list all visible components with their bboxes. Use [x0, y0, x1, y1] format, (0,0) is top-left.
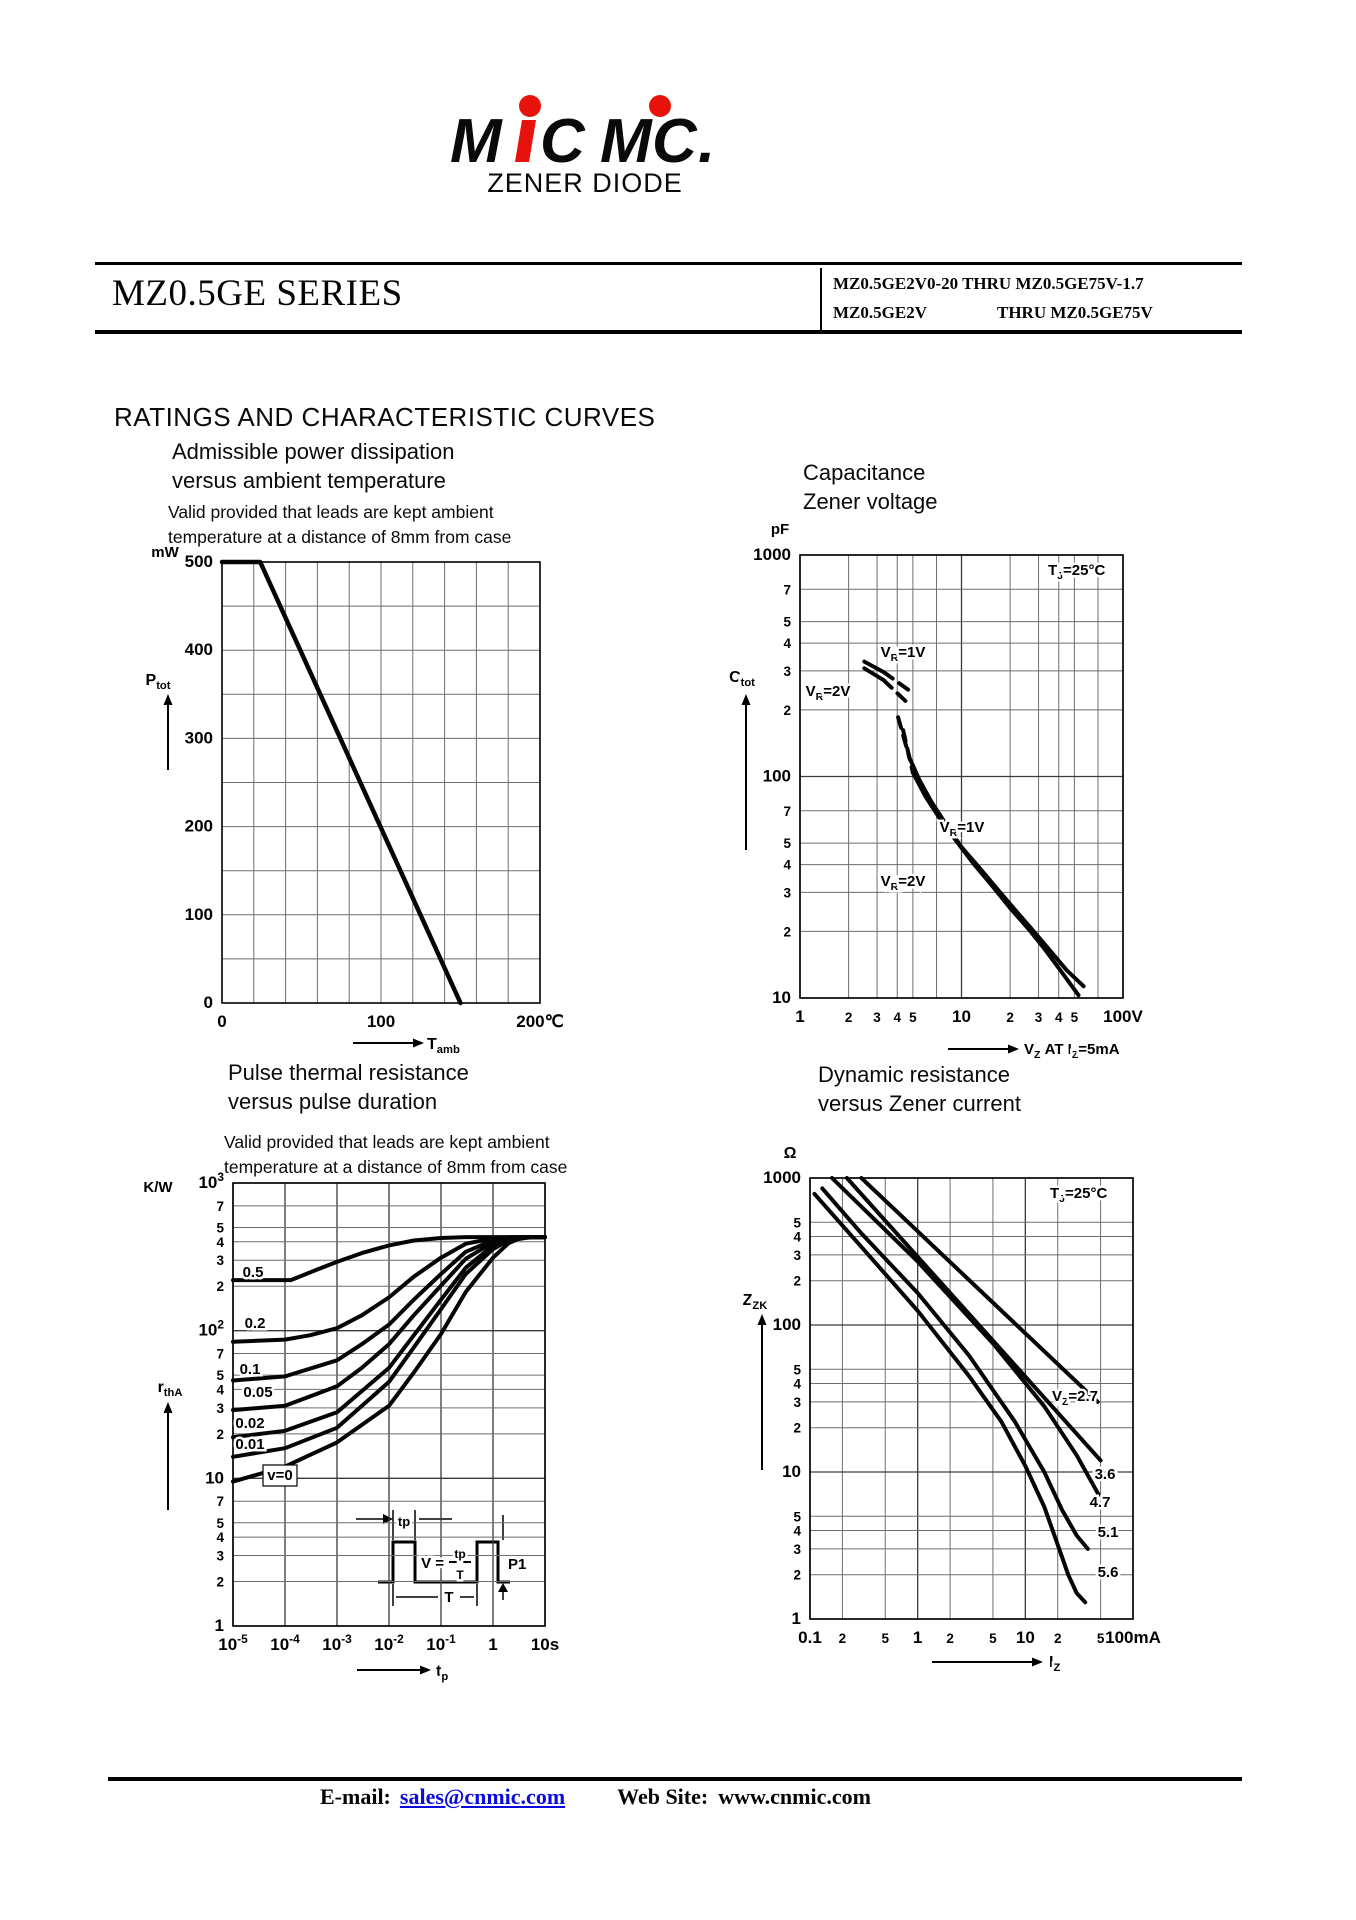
section-heading: RATINGS AND CHARACTERISTIC CURVES: [114, 402, 656, 432]
svg-text:500: 500: [184, 552, 213, 571]
svg-text:2: 2: [838, 1631, 847, 1646]
header-divider: [820, 268, 822, 330]
svg-text:5: 5: [216, 1368, 224, 1384]
curve-VZ=5.1: [822, 1188, 1088, 1549]
svg-text:0.02: 0.02: [235, 1415, 265, 1432]
chart4-title-line2: versus Zener current: [818, 1091, 1021, 1117]
svg-text:4: 4: [793, 1229, 801, 1245]
thermal-resistance-chart: [100, 1170, 630, 1730]
svg-text:TJ=25°C: $T_J=25^\circ C$: [1048, 562, 1106, 582]
svg-text:5: 5: [989, 1631, 997, 1646]
svg-text:VR=1V: $V_R=1V$: [939, 819, 985, 839]
chart3-title-line1: Pulse thermal resistance: [228, 1060, 469, 1085]
logo-i-stem: [515, 120, 536, 162]
svg-text:VZ AT IZ=5mA: $V_Z$ AT $I_Z=5mA$: [1024, 1041, 1120, 1061]
website-value: www.cnmic.com: [718, 1784, 871, 1809]
email-link[interactable]: sales@cnmic.com: [399, 1784, 566, 1809]
svg-text:TJ=25°C: $T_J=25^\circ C$: [1050, 1185, 1108, 1205]
svg-text:0.05: 0.05: [243, 1384, 273, 1401]
svg-text:T: T: [456, 1568, 464, 1582]
header-rule-top: [95, 262, 1242, 265]
svg-text:10-5: $10^{-5}$: [218, 1632, 248, 1654]
svg-text:5: 5: [793, 1509, 801, 1525]
svg-text:0: 0: [217, 1012, 227, 1031]
svg-text:100: 100: [762, 766, 791, 786]
svg-text:2: 2: [1006, 1010, 1014, 1025]
svg-text:5: 5: [783, 614, 791, 630]
svg-text:2: 2: [216, 1574, 224, 1590]
svg-text:100: 100: [184, 904, 213, 924]
svg-text:5: 5: [881, 1631, 890, 1646]
svg-text:1: 1: [795, 1007, 805, 1026]
svg-text:0.1: 0.1: [239, 1361, 261, 1378]
curve-VR2V-dashed: [903, 730, 913, 773]
svg-text:0.5: 0.5: [242, 1264, 264, 1281]
svg-text:4.7: 4.7: [1089, 1494, 1111, 1511]
svg-text:VR=1V: $V_R=1V$: [880, 644, 926, 664]
svg-text:T: T: [444, 1589, 454, 1606]
svg-text:3: 3: [783, 663, 791, 679]
svg-text:tp: tp: [397, 1514, 411, 1529]
svg-text:tp: tp: [454, 1547, 466, 1561]
svg-text:Ctot: $C_{tot}$: [729, 669, 755, 689]
capacitance-chart: [700, 520, 1180, 1070]
chart4-title-line1: Dynamic resistance: [818, 1062, 1010, 1087]
svg-text:10-3: $10^{-3}$: [322, 1632, 352, 1654]
svg-text:v=0: v=0: [267, 1467, 293, 1484]
part-range-line1: MZ0.5GE2V0-20 THRU MZ0.5GE75V-1.7: [833, 274, 1144, 293]
mic-logo: [450, 92, 730, 174]
part-range-line2: [833, 303, 1153, 323]
svg-text:4: 4: [1054, 1010, 1063, 1025]
svg-text:1000: 1000: [753, 545, 791, 564]
chart1-subtitle-line1: Valid provided that leads are kept ambient: [168, 502, 494, 522]
svg-text:100V: 100V: [1103, 1007, 1143, 1026]
svg-text:5: 5: [216, 1220, 224, 1236]
svg-text:3: 3: [873, 1010, 881, 1025]
svg-text:5: 5: [216, 1515, 224, 1531]
svg-text:10: 10: [205, 1468, 224, 1488]
svg-text:2: 2: [783, 702, 791, 718]
svg-text:2: 2: [793, 1567, 801, 1583]
svg-text:2: 2: [946, 1631, 954, 1646]
svg-text:3: 3: [793, 1247, 801, 1263]
svg-text:3: 3: [216, 1400, 224, 1416]
svg-text:5: 5: [783, 836, 791, 852]
svg-text:2: 2: [793, 1273, 801, 1289]
svg-text:5: 5: [1096, 1631, 1105, 1646]
svg-text:2: 2: [216, 1279, 224, 1295]
svg-text:7: 7: [783, 582, 791, 598]
header-rule-bottom: [95, 330, 1242, 334]
svg-text:4: 4: [216, 1530, 224, 1546]
svg-text:4: 4: [783, 636, 791, 652]
svg-text:Ptot: $P_{tot}$: [145, 672, 171, 692]
svg-text:10-2: $10^{-2}$: [374, 1632, 404, 1654]
svg-text:3: 3: [783, 885, 791, 901]
part-range-line2-end: THRU MZ0.5GE75V: [996, 303, 1153, 322]
svg-text:1000: 1000: [763, 1168, 801, 1187]
logo-letter-c1: C: [540, 107, 585, 174]
svg-text:3.6: 3.6: [1094, 1466, 1116, 1483]
svg-text:10: 10: [772, 988, 791, 1007]
svg-text:7: 7: [216, 1198, 224, 1214]
svg-text:4: 4: [793, 1523, 801, 1539]
footer-rule: [108, 1777, 1242, 1781]
svg-text:1: 1: [791, 1609, 801, 1628]
svg-text:Ω: Ω: [783, 1145, 797, 1162]
svg-text:5.6: 5.6: [1097, 1564, 1119, 1581]
svg-text:5: 5: [793, 1215, 801, 1231]
logo-letter-m1: M: [450, 107, 502, 174]
chart2-title: [803, 458, 938, 516]
svg-text:1: 1: [912, 1628, 923, 1647]
svg-text:10: 10: [782, 1462, 801, 1481]
svg-text:VR=2V: $V_R=2V$: [805, 683, 851, 703]
svg-text:5: 5: [1070, 1010, 1079, 1025]
svg-text:1: 1: [488, 1635, 498, 1654]
svg-text:100mA: 100mA: [1105, 1628, 1161, 1647]
svg-text:1: 1: [214, 1616, 224, 1635]
svg-text:0.1: 0.1: [798, 1628, 822, 1647]
svg-text:7: 7: [216, 1494, 224, 1510]
svg-text:7: 7: [216, 1346, 224, 1362]
svg-text:ZZK: $Z_{ZK}$: [742, 1292, 768, 1312]
dynamic-resistance-chart: [700, 1140, 1180, 1700]
svg-text:4: 4: [793, 1376, 801, 1392]
svg-text:100: 100: [366, 1012, 396, 1031]
svg-text:0: 0: [203, 993, 213, 1012]
chart3-title: [228, 1058, 469, 1116]
grid-layer: [222, 562, 540, 1003]
svg-text:VR=2V: $V_R=2V$: [880, 873, 926, 893]
product-type-label: ZENER DIODE: [487, 168, 683, 198]
chart3-subtitle-line1: Valid provided that leads are kept ambient: [224, 1132, 550, 1152]
svg-text:200℃: 200℃: [516, 1012, 564, 1031]
tick-layer: [753, 545, 1143, 1026]
email-label: E-mail:: [320, 1784, 391, 1809]
logo-letter-m2: M: [600, 107, 652, 174]
svg-text:tp: $t_p$: [436, 1663, 449, 1683]
svg-text:2: 2: [1053, 1631, 1062, 1646]
curve-VZ=4.7: [832, 1178, 1099, 1495]
svg-text:0.2: 0.2: [244, 1315, 266, 1332]
chart3-subtitle-line2: temperature at a distance of 8mm from case: [224, 1157, 568, 1178]
svg-text:rthA: $r_{thA}$: [157, 1379, 183, 1399]
svg-text:3: 3: [216, 1253, 224, 1269]
svg-text:5: 5: [793, 1362, 801, 1378]
svg-text:10-1: $10^{-1}$: [426, 1632, 456, 1654]
svg-text:Tamb: $T_{amb}$: [427, 1036, 460, 1056]
logo-trademark-period: .: [698, 107, 716, 174]
svg-text:3: 3: [793, 1541, 801, 1557]
logo-i-dot: [519, 95, 541, 117]
curve-VR1V: [909, 757, 1083, 986]
svg-text:10-4: $10^{-4}$: [270, 1632, 300, 1654]
svg-text:10: 10: [1015, 1628, 1035, 1647]
chart3-title-line2: versus pulse duration: [228, 1089, 438, 1115]
svg-text:3: 3: [1034, 1010, 1043, 1025]
svg-text:102: $10^2$: [198, 1317, 224, 1340]
p1-dim-arrow: [498, 1583, 508, 1592]
chart1-title-line1: Admissible power dissipation: [172, 439, 455, 464]
chart2-title-line2: Zener voltage: [803, 489, 938, 515]
svg-text:2: 2: [793, 1420, 801, 1436]
svg-text:2: 2: [783, 924, 791, 940]
chart1-subtitle: [168, 500, 511, 551]
website-label: Web Site:: [617, 1784, 709, 1809]
logo-letter-c2: C: [652, 107, 697, 174]
svg-text:2: 2: [216, 1426, 224, 1442]
svg-text:4: 4: [893, 1010, 901, 1025]
svg-text:100: 100: [772, 1315, 801, 1334]
svg-text:IZ: $I_Z$: [1049, 1654, 1061, 1674]
svg-text:pF: pF: [770, 521, 790, 538]
svg-text:VZ=2.7: $V_Z=2.7$: [1051, 1388, 1099, 1408]
svg-text:3: 3: [216, 1548, 224, 1564]
page-title: MZ0.5GE SERIES: [112, 273, 403, 314]
chart2-title-line1: Capacitance: [803, 460, 926, 485]
grid-layer: [800, 555, 1123, 998]
svg-text:P1: P1: [508, 1556, 527, 1573]
power-dissipation-chart: [100, 545, 620, 1065]
svg-text:4: 4: [216, 1382, 224, 1398]
svg-text:7: 7: [783, 803, 791, 819]
svg-text:300: 300: [184, 728, 213, 748]
svg-text:10: 10: [952, 1007, 971, 1026]
svg-text:4: 4: [783, 857, 791, 873]
svg-text:3: 3: [793, 1394, 801, 1410]
pulse-train-shape: [378, 1542, 510, 1582]
footer: [320, 1784, 871, 1810]
svg-text:5: 5: [909, 1010, 917, 1025]
svg-text:400: 400: [184, 640, 213, 660]
svg-text:200: 200: [184, 816, 213, 836]
svg-text:4: 4: [216, 1234, 224, 1250]
curve-VR2V: [913, 773, 1079, 996]
svg-text:K/W: K/W: [143, 1179, 173, 1196]
svg-text:mW: mW: [151, 545, 179, 561]
svg-text:5.1: 5.1: [1097, 1524, 1119, 1541]
chart1-title: [172, 437, 454, 495]
chart1-subtitle-line2: temperature at a distance of 8mm from case: [168, 527, 512, 548]
part-range-line2-start: MZ0.5GE2V: [833, 303, 927, 322]
svg-text:103: $10^3$: [198, 1170, 224, 1192]
svg-text:10s: 10s: [530, 1635, 560, 1654]
svg-text:0.01: 0.01: [235, 1436, 265, 1453]
svg-text:V =: V =: [421, 1555, 444, 1572]
chart1-title-line2: versus ambient temperature: [172, 468, 446, 494]
svg-text:2: 2: [844, 1010, 853, 1025]
